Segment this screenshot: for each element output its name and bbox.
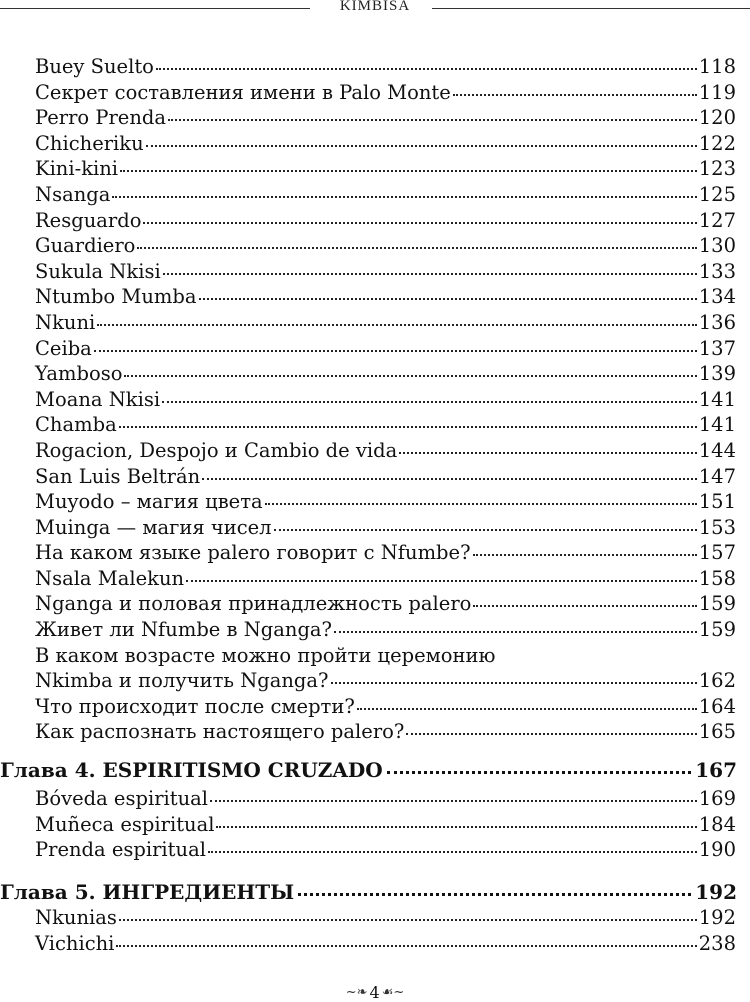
toc-entry-line1[interactable] bbox=[0, 643, 736, 669]
toc-entry-label: Живет ли Nfumbe в Nganga? bbox=[35, 618, 333, 642]
leader-dots bbox=[168, 118, 697, 121]
toc-entry-label: Perro Prenda bbox=[35, 106, 167, 130]
toc-entry-page: 165 bbox=[698, 720, 736, 744]
toc-entry-page: 169 bbox=[698, 787, 736, 810]
toc-entry-page: 141 bbox=[698, 413, 736, 437]
toc-entry-label: Kini-kini bbox=[35, 157, 119, 181]
toc-entry-page: 159 bbox=[698, 592, 736, 616]
leader-dots bbox=[216, 825, 696, 828]
toc-entry[interactable] bbox=[0, 617, 736, 643]
toc-entry-label: Nsala Malekun bbox=[35, 566, 185, 590]
running-header bbox=[0, 0, 750, 18]
toc-entry-label: Resguardo bbox=[35, 208, 142, 232]
ornament-right-icon: ☙~ bbox=[381, 985, 405, 1000]
toc-entry-label: Muñeca espiritual bbox=[35, 812, 215, 836]
toc-entry[interactable] bbox=[0, 837, 736, 863]
leader-dots bbox=[94, 349, 697, 352]
toc-entry[interactable] bbox=[0, 668, 736, 694]
toc-entry[interactable] bbox=[0, 931, 736, 957]
toc-entry[interactable] bbox=[0, 182, 736, 208]
toc-entry-page: 134 bbox=[698, 285, 736, 309]
leader-dots bbox=[112, 195, 696, 198]
toc-entry-label: Vichichi bbox=[35, 931, 115, 955]
toc-entry-label: Prenda espiritual bbox=[35, 838, 206, 862]
toc-entry[interactable] bbox=[0, 259, 736, 285]
toc-entry[interactable] bbox=[0, 156, 736, 182]
toc-entry-label: Rogacion, Despojo и Cambio de vida bbox=[35, 438, 398, 462]
toc-entry-label: Что происходит после смерти? bbox=[35, 694, 355, 718]
chapter-5-entries bbox=[0, 905, 750, 956]
toc-entry-label: Sukula Nkisi bbox=[35, 259, 161, 283]
toc-entry[interactable] bbox=[0, 412, 736, 438]
toc-entry-label: На каком языке palero говорит с Nfumbe? bbox=[35, 541, 471, 565]
toc-entry-label: Muyodo – магия цвета bbox=[35, 490, 263, 514]
toc-entry[interactable] bbox=[0, 566, 736, 592]
ornament-left-icon: ~❧ bbox=[345, 985, 368, 1000]
toc-entry-label: San Luis Beltrán bbox=[35, 464, 201, 488]
toc-entry[interactable] bbox=[0, 54, 736, 80]
toc-entry-page: 125 bbox=[698, 182, 736, 206]
toc-entry-page: 120 bbox=[698, 106, 736, 130]
toc-entry-label: Nkuni bbox=[35, 310, 96, 334]
toc-entry[interactable] bbox=[0, 361, 736, 387]
toc-entry-page: 238 bbox=[698, 931, 736, 955]
leader-dots bbox=[406, 732, 696, 735]
leader-dots bbox=[124, 374, 696, 377]
toc-entry-page: 164 bbox=[698, 694, 736, 718]
leader-dots bbox=[265, 502, 697, 505]
leader-dots bbox=[208, 850, 697, 853]
leader-dots bbox=[116, 944, 696, 947]
header-rule-right bbox=[432, 8, 750, 9]
toc-entry-page: 127 bbox=[698, 208, 736, 232]
leader-dots bbox=[143, 221, 696, 224]
toc-entry-label: Moana Nkisi bbox=[35, 387, 161, 411]
leader-dots bbox=[399, 451, 697, 454]
chapter-title: Глава 4. ESPIRITISMO CRUZADO bbox=[0, 758, 383, 782]
page-number: 4 bbox=[369, 983, 380, 1002]
toc-entry-label: В каком возрасте можно пройти церемонию bbox=[35, 643, 496, 667]
toc-entry[interactable] bbox=[0, 591, 736, 617]
toc-entry-label: Nkimba и получить Nganga? bbox=[35, 669, 329, 693]
toc-entry[interactable] bbox=[0, 464, 736, 490]
toc-entry-label: Nkunias bbox=[35, 906, 117, 929]
leader-dots bbox=[162, 400, 697, 403]
leader-dots bbox=[473, 553, 697, 556]
leader-dots bbox=[119, 425, 697, 428]
leader-dots bbox=[473, 604, 696, 607]
leader-dots bbox=[334, 630, 697, 633]
toc-entry[interactable] bbox=[0, 284, 736, 310]
leader-dots bbox=[186, 579, 697, 582]
toc-entry[interactable] bbox=[0, 489, 736, 515]
toc-entry-page: 184 bbox=[698, 812, 736, 836]
toc-entry[interactable] bbox=[0, 694, 736, 720]
toc-entry-page: 190 bbox=[698, 838, 736, 862]
leader-dots bbox=[119, 918, 697, 921]
toc-entry[interactable] bbox=[0, 233, 736, 259]
toc-entry[interactable] bbox=[0, 786, 736, 812]
toc-entry-page: 158 bbox=[698, 566, 736, 590]
toc-entry-label: Yamboso bbox=[35, 362, 123, 386]
leader-dots bbox=[97, 323, 697, 326]
toc-entry[interactable] bbox=[0, 310, 736, 336]
toc-entry-page: 136 bbox=[698, 310, 736, 334]
running-title: KIMBISA bbox=[339, 0, 411, 14]
toc-entry-page: 151 bbox=[698, 490, 736, 514]
leader-dots bbox=[137, 246, 696, 249]
toc-entry[interactable] bbox=[0, 336, 736, 362]
toc-entry[interactable] bbox=[0, 905, 736, 931]
toc-entry-page: 133 bbox=[698, 259, 736, 283]
toc-entry-page: 144 bbox=[698, 438, 736, 462]
toc-entry-label: Buey Suelto bbox=[35, 55, 154, 78]
chapter-heading-5[interactable] bbox=[0, 880, 737, 906]
toc-entry[interactable] bbox=[0, 812, 736, 838]
chapter-heading-4[interactable] bbox=[0, 758, 737, 784]
toc-entry-page: 153 bbox=[698, 515, 736, 539]
toc-entry-label: Как распознать настоящего palero? bbox=[35, 720, 405, 744]
leader-dots bbox=[298, 892, 691, 896]
toc-entry-label: Nganga и половая принадлежность palero bbox=[35, 592, 472, 616]
toc-entry-page: 118 bbox=[698, 55, 736, 78]
toc-entry[interactable] bbox=[0, 719, 736, 745]
toc-entry[interactable] bbox=[0, 540, 736, 566]
leader-dots bbox=[453, 93, 697, 96]
toc-entry-label: Bóveda espiritual bbox=[35, 787, 209, 810]
toc-entry-label: Chamba bbox=[35, 413, 117, 437]
toc-entry-label: Ntumbo Mumba bbox=[35, 285, 197, 309]
chapter-page: 167 bbox=[695, 758, 737, 782]
leader-dots bbox=[202, 477, 697, 480]
leader-dots bbox=[274, 528, 697, 531]
toc-entry-label: Секрет составления имени в Palo Monte bbox=[35, 80, 451, 104]
leader-dots bbox=[163, 272, 697, 275]
toc-entry-page: 130 bbox=[698, 234, 736, 258]
toc-entry[interactable] bbox=[0, 131, 736, 157]
leader-dots bbox=[146, 144, 697, 147]
toc-entry-label: Chicheriku bbox=[35, 131, 144, 155]
toc-entry-page: 162 bbox=[698, 669, 736, 693]
toc-entry-label: Nsanga bbox=[35, 182, 111, 206]
toc-entry-page: 119 bbox=[698, 80, 736, 104]
leader-dots bbox=[120, 169, 697, 172]
toc-list bbox=[0, 54, 750, 745]
toc-entry-page: 123 bbox=[698, 157, 736, 181]
toc-entry[interactable] bbox=[0, 105, 736, 131]
toc-entry-page: 141 bbox=[698, 387, 736, 411]
page-footer bbox=[0, 982, 750, 1000]
toc-entry-page: 157 bbox=[698, 541, 736, 565]
toc-entry[interactable] bbox=[0, 515, 736, 541]
toc-entry[interactable] bbox=[0, 438, 736, 464]
toc-entry-page: 147 bbox=[698, 464, 736, 488]
leader-dots bbox=[210, 799, 697, 802]
leader-dots bbox=[331, 681, 697, 684]
toc-entry-page: 137 bbox=[698, 336, 736, 360]
toc-entry-page: 192 bbox=[698, 906, 736, 929]
toc-entry-page: 139 bbox=[698, 362, 736, 386]
leader-dots bbox=[156, 67, 697, 70]
toc-entry[interactable] bbox=[0, 80, 736, 106]
toc-entry-page: 122 bbox=[698, 131, 736, 155]
chapter-4-entries bbox=[0, 786, 750, 863]
leader-dots bbox=[387, 770, 692, 774]
leader-dots bbox=[199, 297, 697, 300]
toc-entry-page: 159 bbox=[698, 618, 736, 642]
leader-dots bbox=[357, 707, 697, 710]
toc-entry[interactable] bbox=[0, 387, 736, 413]
toc-entry-label: Guardiero bbox=[35, 234, 136, 258]
chapter-page: 192 bbox=[695, 880, 737, 904]
toc-entry-label: Ceiba bbox=[35, 336, 92, 360]
toc-entry[interactable] bbox=[0, 208, 736, 234]
toc-entry-label: Muinga — магия чисел bbox=[35, 515, 272, 539]
chapter-title: Глава 5. ИНГРЕДИЕНТЫ bbox=[0, 880, 295, 904]
